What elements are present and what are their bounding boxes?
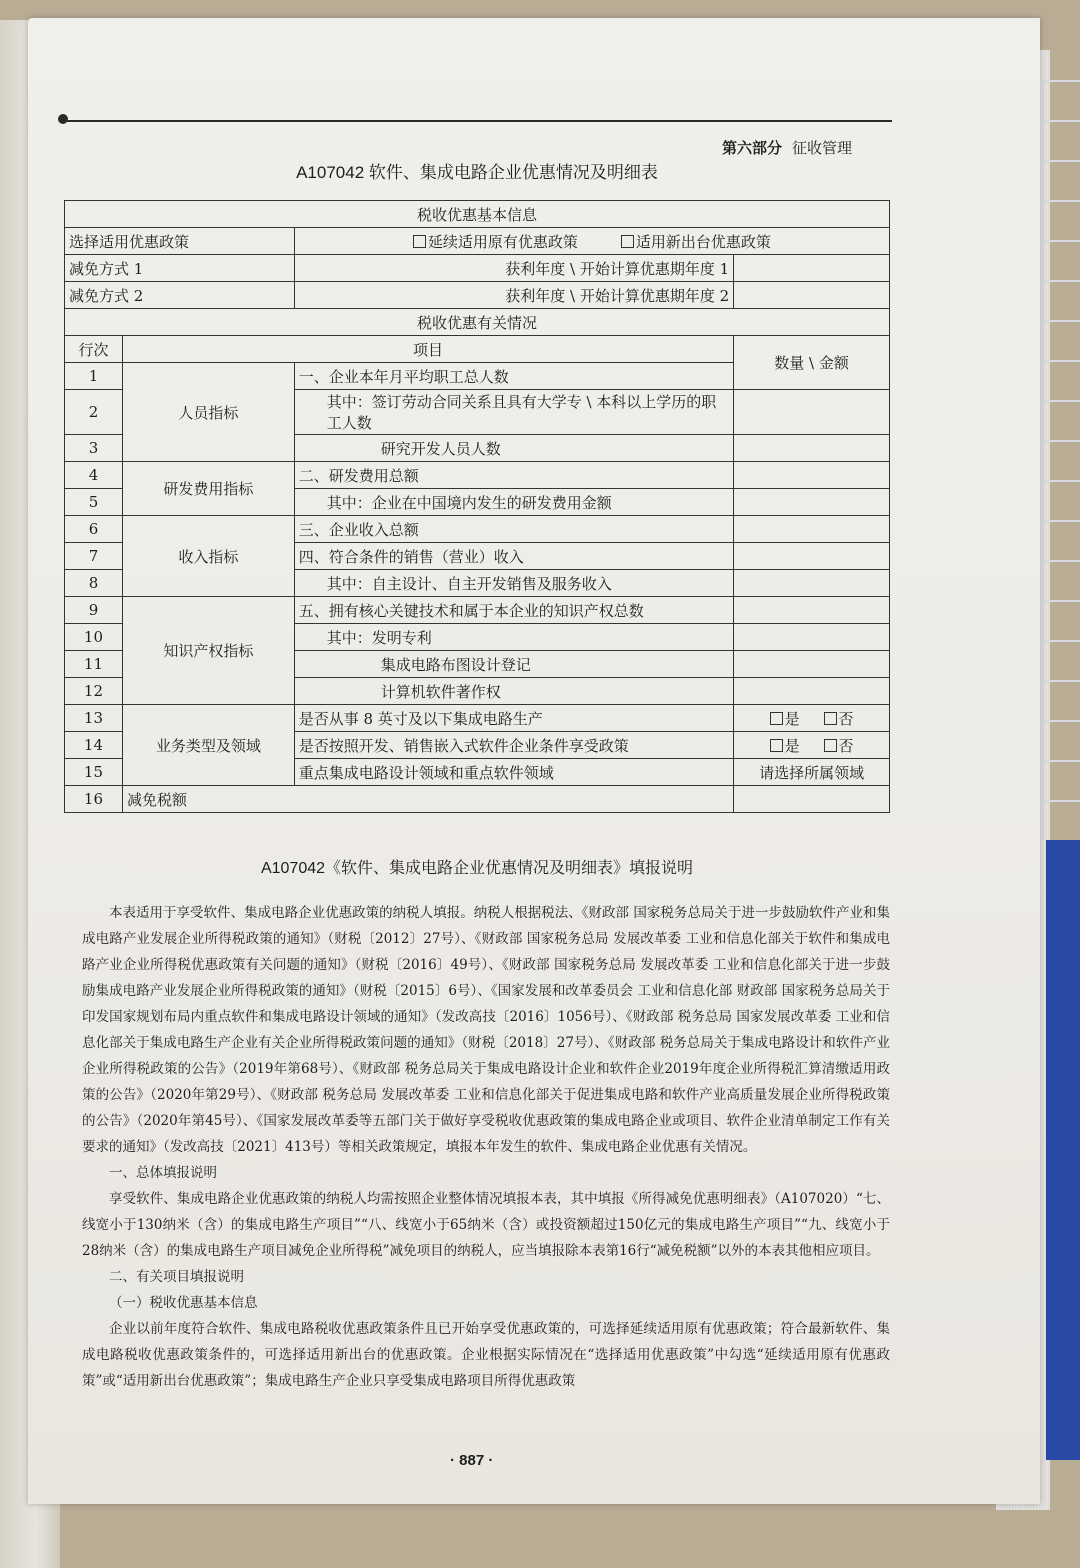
- checkbox-continue-policy[interactable]: [413, 235, 426, 248]
- row-label: 减免方式 1: [65, 255, 295, 282]
- line-no: 12: [65, 678, 123, 705]
- line-text: 一、企业本年月平均职工总人数: [294, 363, 733, 390]
- amount-cell[interactable]: [734, 435, 890, 462]
- line-text: 其中：企业在中国境内发生的研发费用金额: [294, 489, 733, 516]
- line-text: 集成电路布图设计登记: [294, 651, 733, 678]
- line-text: 研究开发人员人数: [294, 435, 733, 462]
- yes-label: 是: [784, 709, 800, 728]
- group-income: 收入指标: [122, 516, 294, 597]
- amount-cell[interactable]: [734, 651, 890, 678]
- amount-cell[interactable]: [734, 516, 890, 543]
- line-no: 7: [65, 543, 123, 570]
- line-no: 15: [65, 759, 123, 786]
- line-text: 其中：自主设计、自主开发销售及服务收入: [294, 570, 733, 597]
- group-business: 业务类型及领域: [122, 705, 294, 786]
- no-label: 否: [838, 709, 854, 728]
- line-text: 二、研发费用总额: [294, 462, 733, 489]
- blue-chapter-tab: [1046, 840, 1080, 1460]
- line-no: 1: [65, 363, 123, 390]
- table-row: [65, 282, 890, 309]
- line-no: 11: [65, 651, 123, 678]
- page-number-value: 887: [459, 1452, 485, 1469]
- subsection-name: 征收管理: [792, 140, 853, 157]
- line-text: 计算机软件著作权: [294, 678, 733, 705]
- year-value-2[interactable]: [734, 282, 890, 309]
- line-no: 6: [65, 516, 123, 543]
- line-no: 5: [65, 489, 123, 516]
- line-no: 10: [65, 624, 123, 651]
- line-no: 8: [65, 570, 123, 597]
- amount-cell[interactable]: [734, 597, 890, 624]
- benefit-detail-table: [64, 200, 890, 813]
- col-header-amount: 数量 \ 金额: [734, 336, 890, 390]
- col-header-item: 项目: [122, 336, 733, 363]
- year-label: 获利年度 \ 开始计算优惠期年度 1: [294, 255, 733, 282]
- line-no: 9: [65, 597, 123, 624]
- line-text: 减免税额: [122, 786, 733, 813]
- line-no: 3: [65, 435, 123, 462]
- notes-section-heading: 二、有关项目填报说明: [109, 1269, 244, 1285]
- year-value-1[interactable]: [734, 255, 890, 282]
- amount-cell[interactable]: [734, 786, 890, 813]
- section-name: 第六部分: [722, 140, 783, 157]
- row-label: 选择适用优惠政策: [65, 228, 295, 255]
- line-text: 其中：签订劳动合同关系且具有大学专 \ 本科以上学历的职工人数: [294, 390, 733, 435]
- line-text: 是否从事 8 英寸及以下集成电路生产: [294, 705, 733, 732]
- side-ornament: [1042, 80, 1080, 840]
- amount-cell[interactable]: [734, 390, 890, 435]
- yes-no-cell: [734, 705, 890, 732]
- group-personnel: 人员指标: [122, 363, 294, 462]
- table-row: [65, 255, 890, 282]
- line-no: 2: [65, 390, 123, 435]
- line-text: 五、拥有核心关键技术和属于本企业的知识产权总数: [294, 597, 733, 624]
- amount-cell[interactable]: [734, 624, 890, 651]
- basic-info-heading: 税收优惠基本信息: [65, 201, 890, 228]
- select-domain-dropdown[interactable]: 请选择所属领域: [734, 759, 890, 786]
- checkbox-yes[interactable]: [770, 739, 783, 752]
- notes-section-heading: 一、总体填报说明: [109, 1165, 217, 1181]
- amount-cell[interactable]: [734, 462, 890, 489]
- notes-title: A107042《软件、集成电路企业优惠情况及明细表》填报说明: [260, 860, 694, 877]
- checkbox-new-policy[interactable]: [621, 235, 634, 248]
- line-text: 四、符合条件的销售（营业）收入: [294, 543, 733, 570]
- notes-subheading: （一）税收优惠基本信息: [109, 1295, 258, 1311]
- header-dot: [58, 114, 68, 124]
- checkbox-no[interactable]: [824, 712, 837, 725]
- line-text: 是否按照开发、销售嵌入式软件企业条件享受政策: [294, 732, 733, 759]
- row-label: 减免方式 2: [65, 282, 295, 309]
- amount-cell[interactable]: [734, 543, 890, 570]
- notes-paragraph: 本表适用于享受软件、集成电路企业优惠政策的纳税人填报。纳税人根据税法、《财政部 国家税务总局关于进一步鼓励软件产业和集成电路产业发展企业所得税政策的通知》（财税〔2012〕27号）、《财政部 国家税务总局 发展改革委 工业和信息化部关于软件和集成电路产业企业所得税优惠政策有关问题的通知》（财税〔2016〕49号）、《财政部 国家税务总局 发展改革委 工业和信息化部关于进一步鼓励集成电路产业发展企业所得税政策的通知》（财税〔2015〕6号）、《国家发展和改革委员会 工业和信息化部 财政部 国家税务总局关于印发国家规划布局内重点软件和集成电路设计领域的通知》（发改高技〔2016〕1056号）、《财政部 税务总局 国家发展改革委 工业和信息化部关于集成电路生产企业有关企业所得税政策问题的通知》（财税〔2018〕27号）、《财政部 税务总局关于集成电路设计和软件产业企业所得税政策的公告》（2019年第68号）、《财政部 税务总局关于集成电路设计企业和软件企业2019年度企业所得税汇算清缴适用政策的公告》（2020年第29号）、《财政部 税务总局 发展改革委 工业和信息化部关于促进集成电路和软件产业高质量发展企业所得税政策的公告》（2020年第45号）、《国家发展改革委等五部门关于做好享受税收优惠政策的集成电路企业或项目、软件企业清单制定工作有关要求的通知》（发改高技〔2021〕413号）等相关政策规定，填报本年发生的软件、集成电路企业优惠有关情况。: [82, 905, 890, 1155]
- notes-paragraph: 企业以前年度符合软件、集成电路税收优惠政策条件且已开始享受优惠政策的，可选择延续适用原有优惠政策；符合最新软件、集成电路税收优惠政策条件的，可选择适用新出台的优惠政策。企业根据实际情况在“选择适用优惠政策”中勾选“延续适用原有优惠政策”或“适用新出台优惠政策”；集成电路生产企业只享受集成电路项目所得优惠政策: [82, 1321, 891, 1389]
- option-new-label: 适用新出台优惠政策: [635, 232, 771, 251]
- policy-choice-cell: [294, 228, 889, 255]
- related-heading: 税收优惠有关情况: [65, 309, 890, 336]
- amount-cell[interactable]: [734, 489, 890, 516]
- option-continue-label: 延续适用原有优惠政策: [427, 232, 578, 251]
- line-no: 4: [65, 462, 123, 489]
- page-number: · 887 ·: [450, 1452, 494, 1469]
- notes-paragraph: 享受软件、集成电路企业优惠政策的纳税人均需按照企业整体情况填报本表，其中填报《所得减免优惠明细表》（A107020）“七、线宽小于130纳米（含）的集成电路生产项目”“八、线宽小于65纳米（含）或投资额超过150亿元的集成电路生产项目”“九、线宽小于28纳米（含）的集成电路生产项目减免企业所得税”减免项目的纳税人，应当填报除本表第16行“减免税额”以外的本表其他相应项目。: [82, 1191, 890, 1259]
- year-label: 获利年度 \ 开始计算优惠期年度 2: [294, 282, 733, 309]
- amount-cell[interactable]: [734, 570, 890, 597]
- col-header-row: 行次: [65, 336, 123, 363]
- checkbox-no[interactable]: [824, 739, 837, 752]
- group-ip: 知识产权指标: [122, 597, 294, 705]
- line-no: 16: [65, 786, 123, 813]
- line-text: 重点集成电路设计领域和重点软件领域: [294, 759, 733, 786]
- line-no: 13: [65, 705, 123, 732]
- yes-label: 是: [784, 736, 800, 755]
- line-no: 14: [65, 732, 123, 759]
- line-text: 三、企业收入总额: [294, 516, 733, 543]
- table-row: [65, 228, 890, 255]
- line-text: 其中：发明专利: [294, 624, 733, 651]
- table-title: A107042 软件、集成电路企业优惠情况及明细表: [296, 163, 658, 182]
- no-label: 否: [838, 736, 854, 755]
- group-rd: 研发费用指标: [122, 462, 294, 516]
- header-rule: [62, 120, 892, 122]
- filling-instructions: [82, 900, 890, 1394]
- running-header: [722, 137, 852, 158]
- checkbox-yes[interactable]: [770, 712, 783, 725]
- yes-no-cell: [734, 732, 890, 759]
- amount-cell[interactable]: [734, 678, 890, 705]
